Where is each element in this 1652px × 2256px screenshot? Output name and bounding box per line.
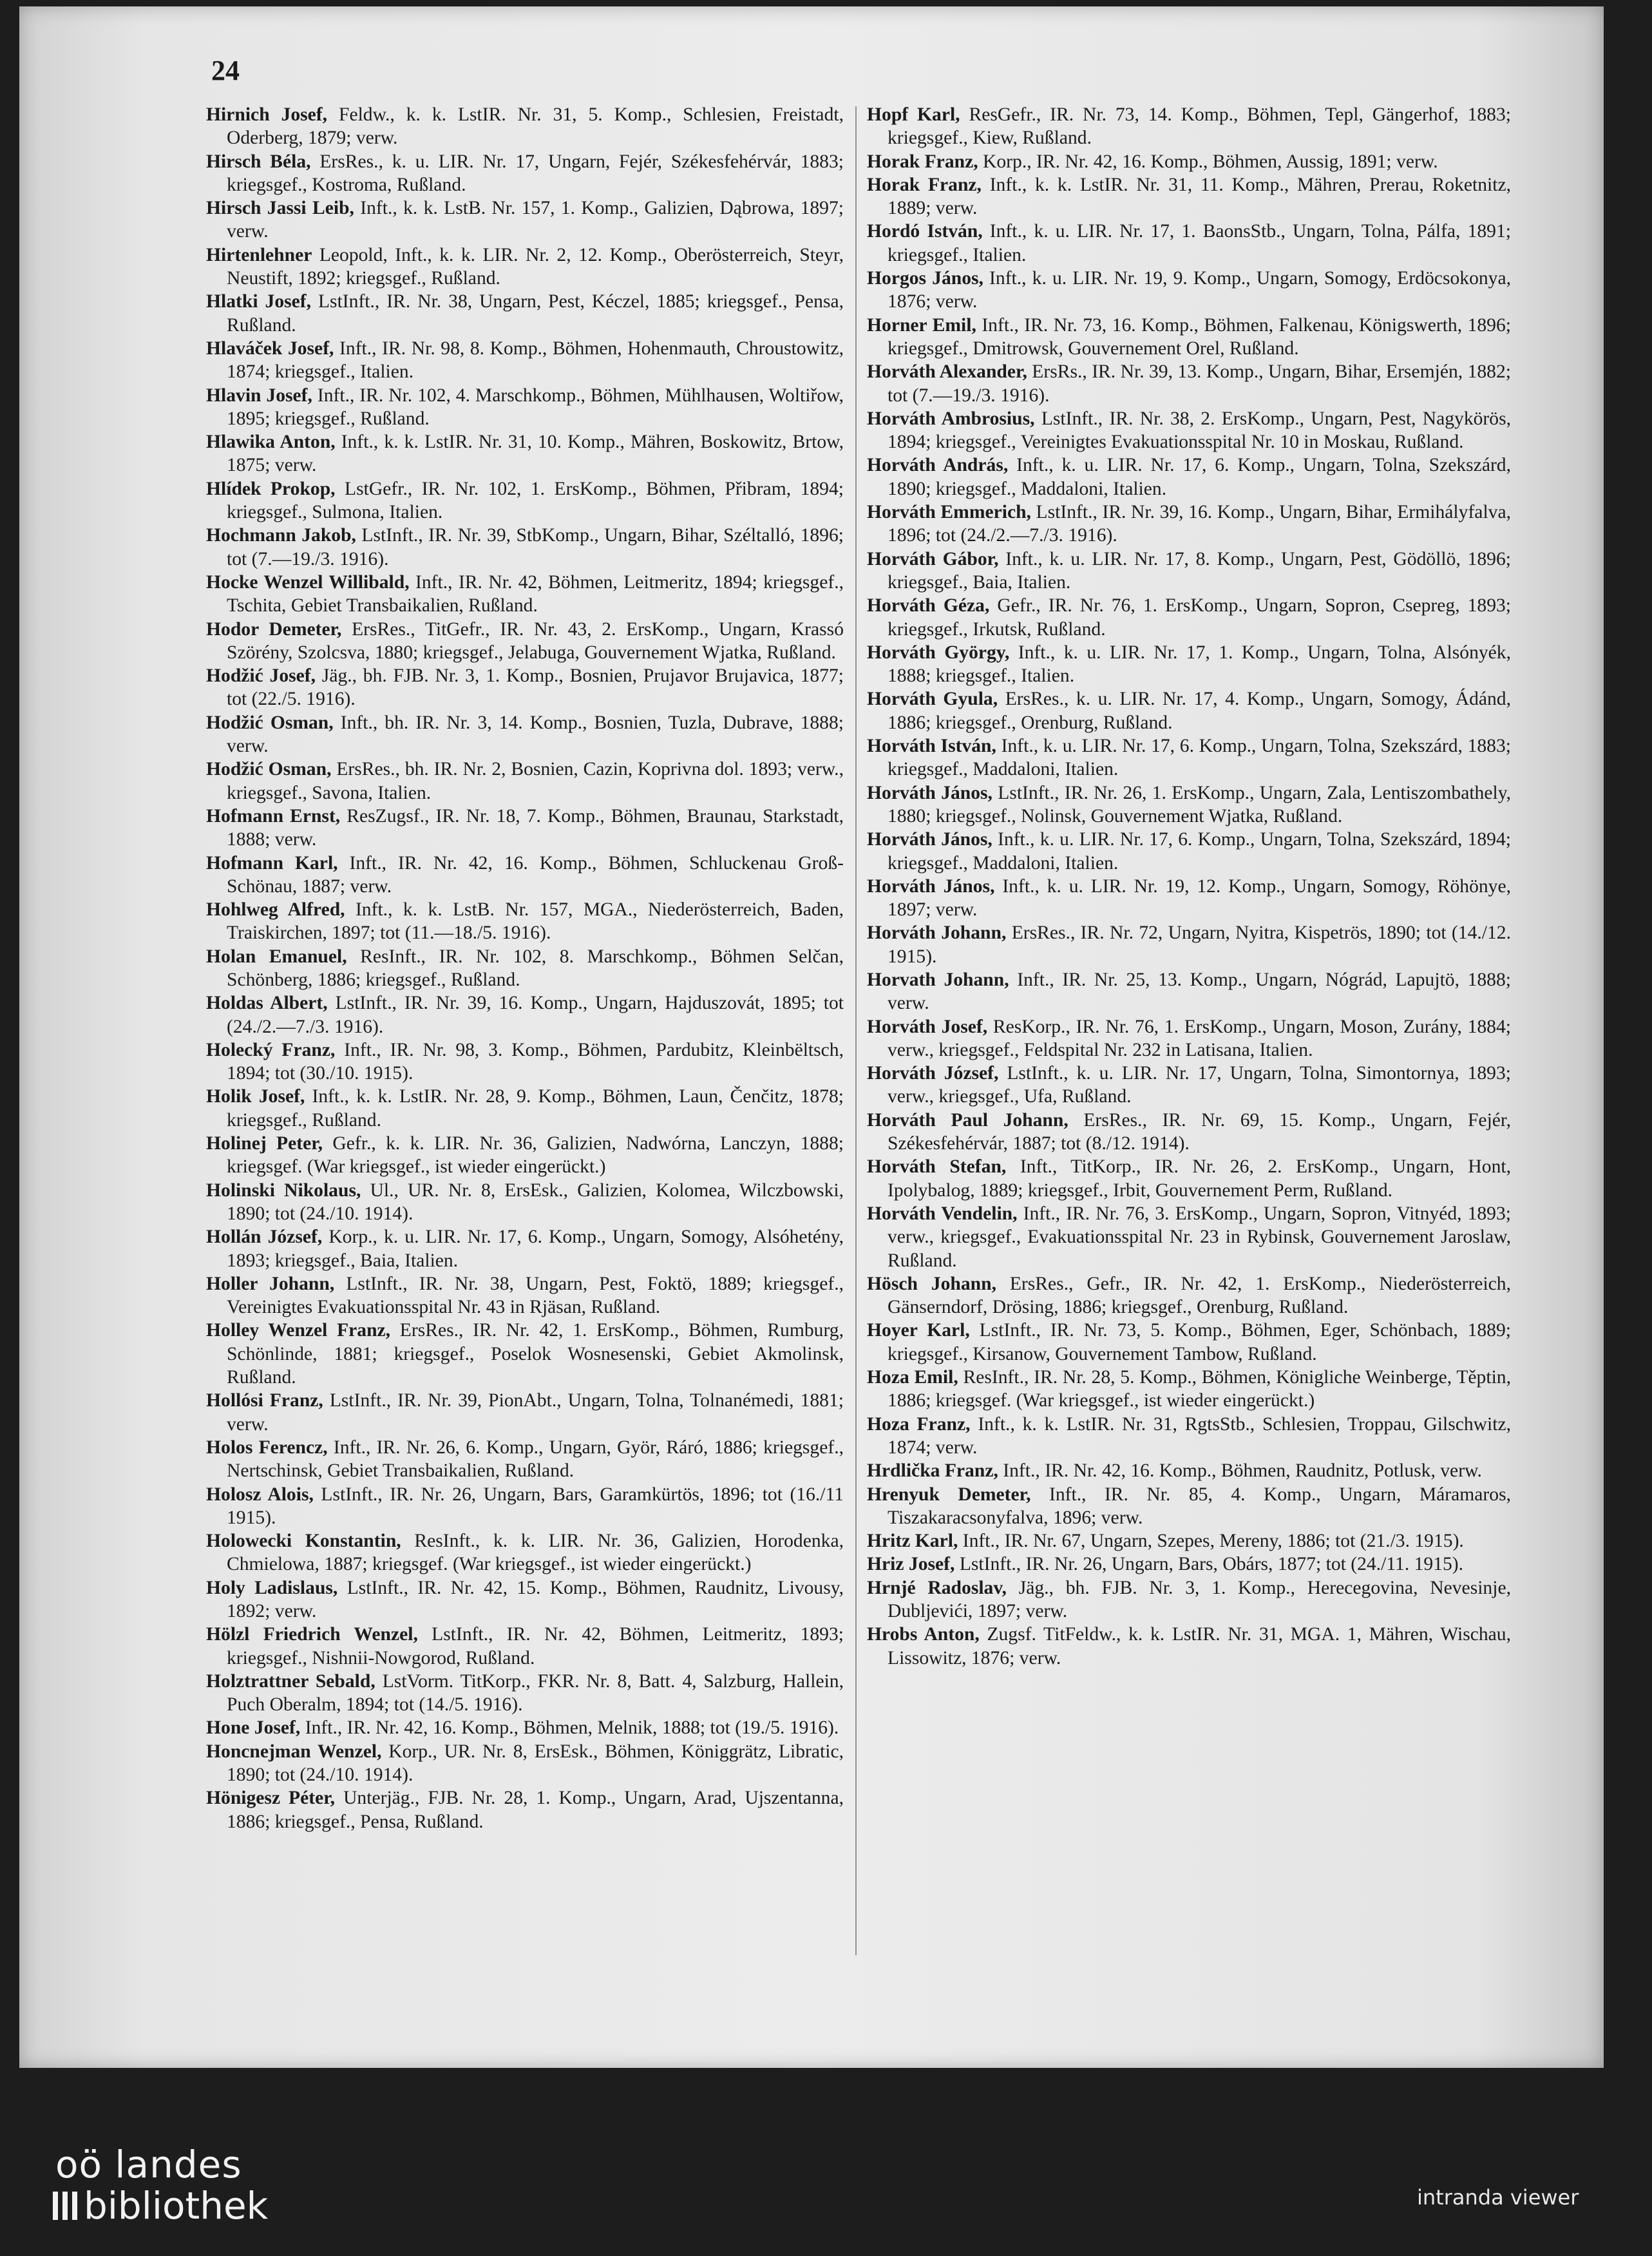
document-page (19, 6, 1604, 2068)
entry-details: Feldw., k. k. LstIR. Nr. 31, 5. Komp., Schlesien, Freistadt, Oderberg, 1879; verw. (227, 104, 844, 149)
entry-details: LstInft., IR. Nr. 38, Ungarn, Pest, Kéczel, 1885; kriegsgef., Pensa, Rußland. (227, 291, 844, 336)
entry-name: Hopf Karl, (867, 104, 960, 125)
register-entry (206, 1389, 844, 1436)
entry-details: Inft., k. u. LIR. Nr. 17, 6. Komp., Ungarn, Tolna, Szekszárd, 1894; kriegsgef., Maddaloni, Italien. (888, 829, 1511, 874)
entry-details: Korp., UR. Nr. 8, ErsEsk., Böhmen, Königgrätz, Libratic, 1890; tot (24./10. 1914). (227, 1741, 844, 1786)
entry-details: Jäg., bh. FJB. Nr. 3, 1. Komp., Bosnien, Prujavor Brujavica, 1877; tot (22./5. 1916). (227, 665, 844, 710)
register-entry (206, 524, 844, 571)
entry-details: ErsRes., IR. Nr. 69, 15. Komp., Ungarn, Fejér, Székesfehérvár, 1887; tot (8./12. 1914). (888, 1109, 1511, 1154)
entry-name: Hritz Karl, (867, 1531, 958, 1552)
register-entry (867, 173, 1511, 220)
entry-details: ResKorp., IR. Nr. 76, 1. ErsKomp., Ungarn, Moson, Zurány, 1884; verw., kriegsgef., Feldspital Nr. 232 in Latisana, Italien. (888, 1016, 1511, 1060)
entry-details: LstInft., IR. Nr. 39, 16. Komp., Ungarn, Hajduszovát, 1895; tot (24./2.—7./3. 1916). (227, 993, 844, 1037)
entry-name: Holler Johann, (206, 1273, 335, 1294)
entry-name: Horváth György, (867, 642, 1010, 663)
register-entry (867, 360, 1511, 407)
entry-name: Horváth Johann, (867, 922, 1007, 944)
entry-name: Holos Ferencz, (206, 1437, 328, 1458)
entry-details: ResGefr., IR. Nr. 73, 14. Komp., Böhmen, Tepl, Gängerhof, 1883; kriegsgef., Kiew, Rußland. (888, 104, 1511, 149)
entry-details: Inft., k. u. LIR. Nr. 17, 8. Komp., Ungarn, Pest, Gödöllö, 1896; kriegsgef., Baia, Italien. (888, 548, 1511, 593)
register-entry (867, 454, 1511, 501)
register-entry (867, 687, 1511, 734)
entry-name: Horváth János, (867, 782, 992, 803)
entry-details: Inft., IR. Nr. 98, 3. Komp., Böhmen, Pardubitz, Kleinbëltsch, 1894; tot (30./10. 1915). (227, 1039, 844, 1084)
register-entry (206, 1038, 844, 1085)
entry-details: ErsRes., k. u. LIR. Nr. 17, Ungarn, Fejér, Székesfehérvár, 1883; kriegsgef., Kostroma, Rußland. (227, 151, 844, 195)
entry-name: Hoza Franz, (867, 1413, 971, 1435)
register-entry (867, 968, 1511, 1015)
register-entry (867, 1155, 1511, 1202)
entry-name: Hocke Wenzel Willibald, (206, 571, 410, 593)
entry-details: Inft., k. k. LstIR. Nr. 31, 10. Komp., Mähren, Boskowitz, Brtow, 1875; verw. (227, 432, 844, 476)
entry-details: LstInft., k. u. LIR. Nr. 17, Ungarn, Tolna, Simontornya, 1893; verw., kriegsgef., Ufa, Rußland. (888, 1063, 1511, 1107)
entry-name: Hlaváček Josef, (206, 338, 334, 359)
register-entry (206, 196, 844, 244)
entry-name: Hrenyuk Demeter, (867, 1484, 1031, 1505)
entry-name: Hrnjé Radoslav, (867, 1577, 1007, 1598)
entry-details: LstInft., IR. Nr. 38, Ungarn, Pest, Foktö, 1889; kriegsgef., Vereinigtes Evakuationsspital Nr. 43 in Rjäsan, Rußland. (227, 1273, 844, 1318)
register-entry (206, 1483, 844, 1530)
entry-details: Inft., IR. Nr. 67, Ungarn, Szepes, Mereny, 1886; tot (21./3. 1915). (962, 1531, 1464, 1552)
entry-details: Inft., IR. Nr. 85, 4. Komp., Ungarn, Máramaros, Tiszakaracsonyfalva, 1896; verw. (888, 1484, 1511, 1528)
register-entry (867, 641, 1511, 688)
entry-name: Holowecki Konstantin, (206, 1531, 401, 1552)
register-entry (206, 1740, 844, 1787)
register-entry (206, 898, 844, 945)
entry-name: Holley Wenzel Franz, (206, 1320, 391, 1341)
entry-name: Horváth Gyula, (867, 689, 998, 710)
register-entry (867, 220, 1511, 267)
register-entry (867, 548, 1511, 595)
entry-details: Inft., k. u. LIR. Nr. 19, 12. Komp., Ungarn, Somogy, Röhönye, 1897; verw. (888, 875, 1511, 921)
entry-details: Inft., k. u. LIR. Nr. 19, 9. Komp., Ungarn, Somogy, Erdöcsokonya, 1876; verw. (888, 268, 1511, 312)
column-divider (855, 106, 857, 1955)
entry-details: Inft., k. k. LstIR. Nr. 28, 9. Komp., Böhmen, Laun, Čenčitz, 1878; kriegsgef., Rußland. (227, 1086, 844, 1131)
entry-details: Inft., bh. IR. Nr. 3, 14. Komp., Bosnien, Tuzla, Dubrave, 1888; verw. (227, 712, 844, 757)
register-entry (867, 1529, 1511, 1553)
entry-details: Korp., k. u. LIR. Nr. 17, 6. Komp., Ungarn, Somogy, Alsóhetény, 1893; kriegsgef., Baia, Italien. (227, 1227, 844, 1271)
entry-name: Hölzl Friedrich Wenzel, (206, 1624, 418, 1645)
register-entry (206, 1132, 844, 1179)
entry-details: Inft., IR. Nr. 26, 6. Komp., Ungarn, Györ, Ráró, 1886; kriegsgef., Nertschinsk, Gebiet Transbaikalien, Rußland. (227, 1437, 844, 1482)
register-entry (206, 150, 844, 197)
register-entry (867, 407, 1511, 454)
logo-text-bottom: bibliothek (84, 2184, 269, 2228)
register-entry (206, 1225, 844, 1272)
entry-name: Horváth Emmerich, (867, 502, 1031, 523)
entry-details: LstInft., IR. Nr. 42, Böhmen, Leitmeritz, 1893; kriegsgef., Nishnii-Nowgorod, Rußland. (227, 1624, 844, 1668)
register-entry (206, 1272, 844, 1319)
entry-details: Inft., k. k. LstB. Nr. 157, 1. Komp., Galizien, Dąbrowa, 1897; verw. (227, 198, 844, 242)
entry-details: ResInft., k. k. LIR. Nr. 36, Galizien, Horodenka, Chmielowa, 1887; kriegsgef. (War kriegsgef., ist wieder eingerückt.) (227, 1531, 844, 1575)
register-entry (206, 477, 844, 524)
register-entry (206, 1576, 844, 1623)
entry-details: ErsRes., Gefr., IR. Nr. 42, 1. ErsKomp., Niederösterreich, Gänserndorf, Drösing, 1886; kriegsgef., Orenburg, Rußland. (888, 1273, 1511, 1318)
entry-name: Hirtenlehner (206, 244, 312, 265)
register-entry (206, 430, 844, 477)
register-entry (206, 758, 844, 805)
register-entry (206, 571, 844, 618)
entry-details: Inft., k. u. LIR. Nr. 17, 6. Komp., Ungarn, Tolna, Szekszárd, 1890; kriegsgef., Maddaloni, Italien. (888, 455, 1511, 499)
entry-details: Inft., IR. Nr. 42, 16. Komp., Böhmen, Melnik, 1888; tot (19./5. 1916). (305, 1717, 839, 1739)
entry-name: Horak Franz, (867, 174, 982, 195)
entry-name: Hollán József, (206, 1227, 323, 1248)
entry-name: Horváth Josef, (867, 1016, 988, 1037)
register-entry (867, 921, 1511, 968)
entry-details: Leopold, Inft., k. k. LIR. Nr. 2, 12. Komp., Oberösterreich, Steyr, Neustift, 1892; kriegsgef., Rußland. (227, 244, 844, 289)
entry-name: Honcnejman Wenzel, (206, 1741, 382, 1762)
entry-name: Hösch Johann, (867, 1273, 996, 1294)
entry-details: LstInft., IR. Nr. 39, StbKomp., Ungarn, Bihar, Széltalló, 1896; tot (7.—19./3. 1916). (227, 525, 844, 569)
logo-text-top: oö landes (55, 2143, 242, 2186)
entry-name: Hollósi Franz, (206, 1390, 323, 1411)
entry-name: Holdas Albert, (206, 993, 328, 1014)
entry-name: Hodžić Josef, (206, 665, 316, 687)
register-entry (206, 1716, 844, 1739)
entry-name: Horváth Alexander, (867, 361, 1027, 383)
left-column (206, 103, 844, 2029)
register-entry (206, 1436, 844, 1483)
logo-bars-icon (53, 2192, 77, 2220)
entry-name: Hodor Demeter, (206, 618, 342, 640)
entry-details: Inft., k. u. LIR. Nr. 17, 1. Komp., Ungarn, Tolna, Alsónyék, 1888; kriegsgef., Italien. (888, 642, 1511, 687)
register-entry (206, 244, 844, 291)
entry-name: Hlawika Anton, (206, 432, 336, 453)
entry-name: Holan Emanuel, (206, 946, 347, 967)
entry-details: LstInft., IR. Nr. 26, Ungarn, Bars, Obárs, 1877; tot (24./11. 1915). (959, 1554, 1464, 1575)
register-entry (206, 618, 844, 665)
entry-details: ResZugsf., IR. Nr. 18, 7. Komp., Böhmen, Braunau, Starkstadt, 1888; verw. (227, 805, 844, 850)
entry-name: Horváth Paul Johann, (867, 1109, 1068, 1131)
entry-details: LstVorm. TitKorp., FKR. Nr. 8, Batt. 4, Salzburg, Hallein, Puch Oberalm, 1894; tot (14./5. 1916). (227, 1670, 844, 1716)
register-entry (867, 1483, 1511, 1530)
register-entry (206, 1085, 844, 1132)
entry-details: Inft., k. k. LstB. Nr. 157, MGA., Niederösterreich, Baden, Traiskirchen, 1897; tot (11.—18./5. 1916). (227, 899, 844, 944)
entry-name: Holinej Peter, (206, 1133, 323, 1154)
entry-name: Hoza Emil, (867, 1367, 958, 1388)
register-entry (206, 1786, 844, 1833)
register-entry (867, 1366, 1511, 1413)
entry-name: Holosz Alois, (206, 1484, 314, 1505)
register-entry (867, 875, 1511, 922)
entry-details: Inft., IR. Nr. 76, 3. ErsKomp., Ungarn, Sopron, Vitnyéd, 1893; verw., kriegsgef., Evakuationsspital Nr. 23 in Rybinsk, Gouvernement Jaroslaw, Rußland. (888, 1203, 1511, 1271)
register-entry (867, 1202, 1511, 1272)
entry-name: Hone Josef, (206, 1717, 301, 1739)
entry-details: Inft., IR. Nr. 42, Böhmen, Leitmeritz, 1894; kriegsgef., Tschita, Gebiet Transbaikalien, Rußland. (227, 571, 844, 617)
register-entry (206, 290, 844, 337)
register-entry (867, 1413, 1511, 1460)
entry-details: LstInft., IR. Nr. 38, 2. ErsKomp., Ungarn, Pest, Nagykörös, 1894; kriegsgef., Vereinigtes Evakuationsspital Nr. 10 in Moskau, Rußland. (888, 408, 1511, 453)
register-entry (867, 103, 1511, 150)
entry-name: Holecký Franz, (206, 1039, 336, 1060)
entry-name: Hriz Josef, (867, 1554, 955, 1575)
page-number: 24 (211, 55, 240, 86)
entry-details: LstInft., IR. Nr. 26, 1. ErsKomp., Ungarn, Zala, Lentiszombathely, 1880; kriegsgef., Nolinsk, Gouvernement Wjatka, Rußland. (888, 782, 1511, 827)
entry-details: LstInft., IR. Nr. 39, 16. Komp., Ungarn, Bihar, Ermihályfalva, 1896; tot (24./2.—7./3. 1916). (888, 502, 1511, 546)
entry-name: Horváth Géza, (867, 595, 990, 617)
logo-row-bottom (53, 2185, 439, 2226)
entry-details: Gefr., IR. Nr. 76, 1. ErsKomp., Ungarn, Sopron, Csepreg, 1893; kriegsgef., Irkutsk, Rußland. (888, 595, 1511, 640)
entry-name: Horvath Johann, (867, 969, 1009, 990)
entry-name: Hodžić Osman, (206, 759, 332, 780)
entry-details: Inft., k. u. LIR. Nr. 17, 1. BaonsStb., Ungarn, Tolna, Pálfa, 1891; kriegsgef., Italien. (888, 221, 1511, 265)
entry-details: Inft., IR. Nr. 42, 16. Komp., Böhmen, Raudnitz, Potlusk, verw. (1003, 1460, 1482, 1482)
register-entry (867, 150, 1511, 173)
register-entry (206, 945, 844, 992)
entry-details: LstInft., IR. Nr. 39, PionAbt., Ungarn, Tolna, Tolnanémedi, 1881; verw. (227, 1390, 844, 1435)
register-entry (867, 1015, 1511, 1062)
register-entry (867, 1062, 1511, 1109)
entry-details: ResInft., IR. Nr. 102, 8. Marschkomp., Böhmen Selčan, Schönberg, 1886; kriegsgef., Rußland. (227, 946, 844, 990)
entry-name: Horváth János, (867, 829, 992, 850)
register-entry (867, 1576, 1511, 1623)
entry-name: Hirsch Jassi Leib, (206, 198, 354, 219)
entry-details: ErsRs., IR. Nr. 39, 13. Komp., Ungarn, Bihar, Ersemjén, 1882; tot (7.—19./3. 1916). (888, 361, 1511, 406)
register-entry (867, 1319, 1511, 1366)
entry-details: Jäg., bh. FJB. Nr. 3, 1. Komp., Herecegovina, Nevesinje, Dubljevići, 1897; verw. (888, 1577, 1511, 1621)
entry-name: Horváth Vendelin, (867, 1203, 1018, 1224)
entry-name: Hlavin Josef, (206, 385, 312, 406)
entry-details: Zugsf. TitFeldw., k. k. LstIR. Nr. 31, MGA. 1, Mähren, Wischau, Lissowitz, 1876; verw. (888, 1624, 1511, 1668)
entry-name: Holy Ladislaus, (206, 1577, 338, 1598)
register-entry (206, 711, 844, 758)
entry-details: Inft., k. k. LstIR. Nr. 31, RgtsStb., Schlesien, Troppau, Gilschwitz, 1874; verw. (888, 1413, 1511, 1458)
entry-name: Holztrattner Sebald, (206, 1670, 375, 1692)
entry-details: ErsRes., k. u. LIR. Nr. 17, 4. Komp., Ungarn, Somogy, Ádánd, 1886; kriegsgef., Orenburg, Rußland. (888, 689, 1511, 733)
register-entry (206, 852, 844, 899)
entry-details: Inft., IR. Nr. 98, 8. Komp., Böhmen, Hohenmauth, Chroustowitz, 1874; kriegsgef., Italien. (227, 338, 844, 383)
entry-details: Inft., k. u. LIR. Nr. 17, 6. Komp., Ungarn, Tolna, Szekszárd, 1883; kriegsgef., Maddaloni, Italien. (888, 736, 1511, 780)
register-entry (206, 103, 844, 150)
entry-name: Hodžić Osman, (206, 712, 334, 733)
entry-details: LstGefr., IR. Nr. 102, 1. ErsKomp., Böhmen, Přibram, 1894; kriegsgef., Sulmona, Italien. (227, 478, 844, 523)
register-entry (206, 337, 844, 384)
entry-name: Hirsch Béla, (206, 151, 311, 172)
register-entry (867, 594, 1511, 641)
entry-name: Horak Franz, (867, 151, 978, 172)
entry-name: Holinski Nikolaus, (206, 1180, 361, 1201)
entry-details: Inft., IR. Nr. 73, 16. Komp., Böhmen, Falkenau, Königswerth, 1896; kriegsgef., Dmitrowsk, Gouvernement Orel, Rußland. (888, 314, 1511, 359)
entry-details: Inft., k. k. LstIR. Nr. 31, 11. Komp., Mähren, Prerau, Roketnitz, 1889; verw. (888, 174, 1511, 219)
entry-details: Unterjäg., FJB. Nr. 28, 1. Komp., Ungarn, Arad, Ujszentanna, 1886; kriegsgef., Pensa, Rußland. (227, 1788, 844, 1832)
entry-name: Hönigesz Péter, (206, 1788, 336, 1809)
entry-details: Inft., TitKorp., IR. Nr. 26, 2. ErsKomp., Ungarn, Hont, Ipolybalog, 1889; kriegsgef., Irbit, Gouvernement Perm, Rußland. (888, 1156, 1511, 1201)
entry-name: Holik Josef, (206, 1086, 305, 1107)
register-entry (867, 1272, 1511, 1319)
entry-details: Inft., IR. Nr. 102, 4. Marschkomp., Böhmen, Mühlhausen, Woltiřow, 1895; kriegsgef., Rußland. (227, 385, 844, 429)
entry-details: Ul., UR. Nr. 8, ErsEsk., Galizien, Kolomea, Wilczbowski, 1890; tot (24./10. 1914). (227, 1180, 844, 1224)
entry-details: ResInft., IR. Nr. 28, 5. Komp., Böhmen, Königliche Weinberge, Těptin, 1886; kriegsgef. (War kriegsgef., ist wieder eingerückt.) (888, 1367, 1511, 1411)
entry-details: LstInft., IR. Nr. 26, Ungarn, Bars, Garamkürtös, 1896; tot (16./11 1915). (227, 1484, 844, 1528)
entry-details: ErsRes., TitGefr., IR. Nr. 43, 2. ErsKomp., Ungarn, Krassó Szörény, Szolcsva, 1880; kriegsgef., Jelabuga, Gouvernement Wjatka, Rußland. (227, 618, 844, 663)
right-column (867, 103, 1511, 2029)
register-entry (206, 1670, 844, 1717)
entry-details: ErsRes., IR. Nr. 72, Ungarn, Nyitra, Kispetrös, 1890; tot (14./12. 1915). (888, 922, 1511, 967)
entry-details: ErsRes., IR. Nr. 42, 1. ErsKomp., Böhmen, Rumburg, Schönlinde, 1881; kriegsgef., Poselok Wosnesenski, Gebiet Akmolinsk, Rußland. (227, 1320, 844, 1388)
register-entry (206, 384, 844, 431)
entry-name: Hlídek Prokop, (206, 478, 336, 499)
entry-name: Hofmann Karl, (206, 852, 338, 874)
entry-name: Hrobs Anton, (867, 1624, 980, 1645)
entry-details: Inft., IR. Nr. 42, 16. Komp., Böhmen, Schluckenau Groß-Schönau, 1887; verw. (227, 852, 844, 897)
register-entry (206, 664, 844, 711)
entry-name: Horner Emil, (867, 314, 976, 336)
register-entry (867, 1109, 1511, 1156)
register-entry (867, 781, 1511, 828)
register-entry (867, 1623, 1511, 1670)
register-entry (867, 314, 1511, 361)
register-entry (867, 267, 1511, 314)
register-entry (867, 1553, 1511, 1576)
register-entry (867, 1459, 1511, 1482)
register-entry (206, 991, 844, 1038)
entry-details: Inft., IR. Nr. 25, 13. Komp., Ungarn, Nógrád, Lapujtö, 1888; verw. (888, 969, 1511, 1014)
entry-details: LstInft., IR. Nr. 42, 15. Komp., Böhmen, Raudnitz, Livousy, 1892; verw. (227, 1577, 844, 1621)
entry-name: Horváth Stefan, (867, 1156, 1007, 1178)
entry-details: ErsRes., bh. IR. Nr. 2, Bosnien, Cazin, Koprivna dol. 1893; verw., kriegsgef., Savona, Italien. (227, 759, 844, 803)
entry-name: Horváth József, (867, 1063, 999, 1084)
register-entry (867, 734, 1511, 781)
viewer-label[interactable]: intranda viewer (1417, 2185, 1579, 2210)
register-entry (206, 1623, 844, 1670)
entry-details: Gefr., k. k. LIR. Nr. 36, Galizien, Nadwórna, Lanczyn, 1888; kriegsgef. (War kriegsgef., ist wieder eingerückt.) (227, 1133, 844, 1178)
register-entry (867, 501, 1511, 548)
entry-name: Horváth Ambrosius, (867, 408, 1035, 429)
entry-name: Hordó István, (867, 221, 983, 242)
entry-name: Horváth János, (867, 875, 995, 897)
entry-name: Horgos János, (867, 268, 983, 289)
entry-name: Horváth István, (867, 736, 996, 757)
register-entry (206, 1529, 844, 1576)
entry-name: Hoyer Karl, (867, 1320, 970, 1341)
register-entry (206, 1319, 844, 1389)
entry-name: Hochmann Jakob, (206, 525, 356, 546)
entry-name: Hirnich Josef, (206, 104, 328, 125)
register-entry (867, 828, 1511, 875)
entry-name: Hlatki Josef, (206, 291, 312, 312)
entry-details: LstInft., IR. Nr. 73, 5. Komp., Böhmen, Eger, Schönbach, 1889; kriegsgef., Kirsanow, Gouvernement Tambow, Rußland. (888, 1320, 1511, 1364)
entry-name: Hofmann Ernst, (206, 805, 341, 827)
register-entry (206, 1179, 844, 1226)
entry-name: Hohlweg Alfred, (206, 899, 345, 921)
entry-name: Horváth András, (867, 455, 1009, 476)
entry-name: Hrdlička Franz, (867, 1460, 998, 1482)
library-logo[interactable] (53, 2144, 439, 2226)
entry-name: Horváth Gábor, (867, 548, 999, 569)
entry-details: Korp., IR. Nr. 42, 16. Komp., Böhmen, Aussig, 1891; verw. (983, 151, 1438, 172)
register-entry (206, 805, 844, 852)
